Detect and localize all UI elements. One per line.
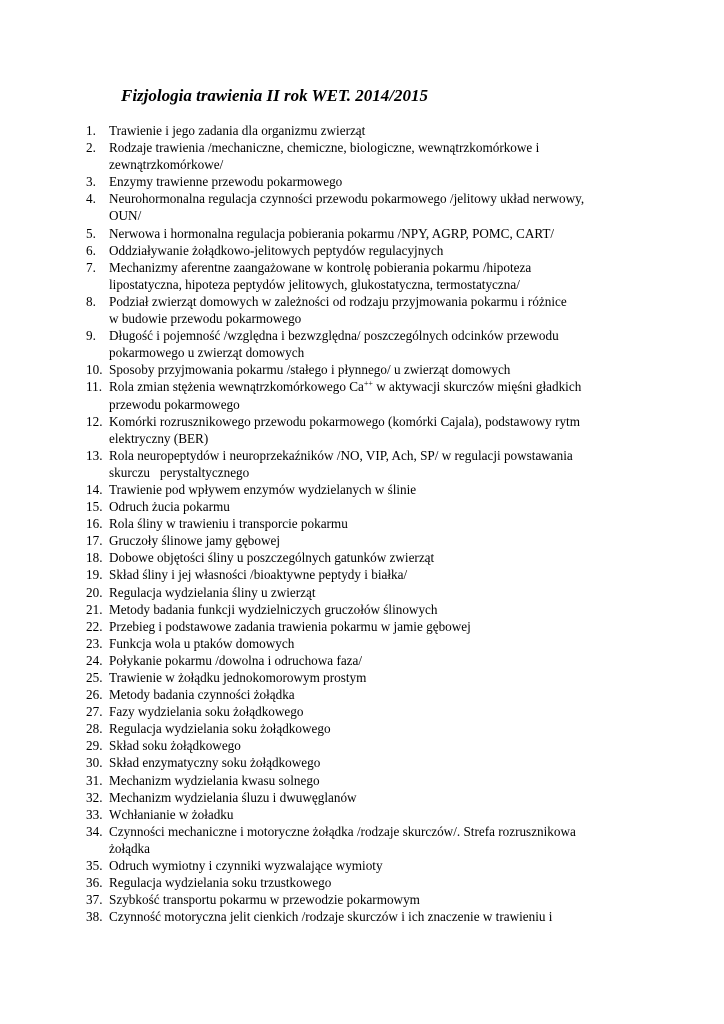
list-item-text-part: w aktywacji skurczów mięśni gładkich bbox=[372, 379, 582, 395]
list-item-text-line: Trawienie i jego zadania dla organizmu zwierząt bbox=[109, 123, 366, 138]
list-item bbox=[86, 720, 646, 737]
list-item-text bbox=[109, 447, 646, 481]
list-item-text-line: Regulacja wydzielania śliny u zwierząt bbox=[109, 584, 316, 600]
list-item-text-line: Wchłanianie w żoładku bbox=[109, 806, 234, 822]
list-item bbox=[86, 242, 646, 259]
list-item-text bbox=[109, 378, 646, 412]
list-item-text bbox=[109, 669, 646, 686]
list-item-text-line: Mechanizm wydzielania kwasu solnego bbox=[109, 772, 320, 788]
list-item-number: 17. bbox=[86, 533, 103, 549]
list-item bbox=[86, 549, 646, 566]
list-item-text bbox=[109, 703, 646, 720]
list-item-number: 28. bbox=[86, 721, 103, 737]
list-item-text-line: Czynność motoryczna jelit cienkich /rodzaje skurczów i ich znaczenie w trawieniu i bbox=[109, 909, 553, 925]
list-item-text-line: Skład śliny i jej własności /bioaktywne peptydy i białka/ bbox=[109, 567, 408, 583]
list-item-number: 11. bbox=[86, 379, 102, 395]
list-item-text-line: Komórki rozrusznikowego przewodu pokarmowego (komórki Cajala), podstawowy rytm bbox=[109, 413, 580, 429]
list-item-number: 29. bbox=[86, 738, 103, 754]
list-item-continuation: przewodu pokarmowego bbox=[109, 396, 240, 412]
list-item-text bbox=[109, 225, 646, 242]
list-item-text bbox=[109, 908, 646, 925]
list-item-text bbox=[109, 618, 646, 635]
list-item-number: 8. bbox=[86, 293, 96, 309]
list-item-continuation: OUN/ bbox=[109, 208, 142, 224]
superscript-charge: ++ bbox=[363, 379, 373, 389]
list-item-text-part: Rola zmian stężenia wewnątrzkomórkowego Ca bbox=[109, 379, 364, 395]
list-item-continuation: lipostatyczna, hipoteza peptydów jelitowych, glukostatyczna, termostatyczna/ bbox=[109, 276, 520, 292]
list-item-text-line: Trawienie pod wpływem enzymów wydzielanych w ślinie bbox=[109, 481, 417, 497]
list-item-number: 1. bbox=[86, 123, 96, 138]
list-item-continuation: skurczu perystaltycznego bbox=[109, 464, 250, 480]
list-item-number: 26. bbox=[86, 687, 103, 703]
list-item bbox=[86, 874, 646, 891]
list-item-text-line: Rola śliny w trawieniu i transporcie pokarmu bbox=[109, 516, 348, 532]
list-item-text-line: Połykanie pokarmu /dowolna i odruchowa faza/ bbox=[109, 652, 363, 668]
list-item-text-line: Szybkość transportu pokarmu w przewodzie pokarmowym bbox=[109, 892, 420, 908]
list-item bbox=[86, 908, 646, 925]
list-item bbox=[86, 635, 646, 652]
list-item-number: 12. bbox=[86, 413, 103, 429]
list-item bbox=[86, 772, 646, 789]
list-item-text bbox=[109, 635, 646, 652]
list-item-text bbox=[109, 498, 646, 515]
list-item bbox=[86, 481, 646, 498]
list-item-number: 30. bbox=[86, 755, 103, 771]
list-item-text bbox=[109, 259, 646, 293]
list-item-text bbox=[109, 686, 646, 703]
list-item-number: 21. bbox=[86, 601, 103, 617]
list-item bbox=[86, 566, 646, 583]
list-item-number: 20. bbox=[86, 584, 103, 600]
list-item-text-line: Mechanizm wydzielania śluzu i dwuwęglanów bbox=[109, 789, 357, 805]
list-item-number: 27. bbox=[86, 704, 103, 720]
list-item bbox=[86, 806, 646, 823]
list-item-number: 32. bbox=[86, 789, 103, 805]
list-item bbox=[86, 789, 646, 806]
list-item-text-line: Enzymy trawienne przewodu pokarmowego bbox=[109, 174, 343, 190]
list-item-text-line: Przebieg i podstawowe zadania trawienia pokarmu w jamie gębowej bbox=[109, 618, 471, 634]
list-item bbox=[86, 225, 646, 242]
list-item-text bbox=[109, 532, 646, 549]
list-item-number: 4. bbox=[86, 191, 96, 207]
list-item bbox=[86, 823, 646, 857]
list-item bbox=[86, 173, 646, 190]
list-item-text-line: Długość i pojemność /względna i bezwzględna/ poszczególnych odcinków przewodu bbox=[109, 328, 559, 344]
list-item bbox=[86, 652, 646, 669]
list-item-number: 31. bbox=[86, 772, 103, 788]
list-item-text bbox=[109, 754, 646, 771]
list-item-text bbox=[109, 720, 646, 737]
list-item-number: 10. bbox=[86, 362, 103, 378]
list-item bbox=[86, 378, 646, 412]
list-item-number: 23. bbox=[86, 635, 103, 651]
list-item-continuation: żołądka bbox=[109, 840, 151, 856]
list-item-text bbox=[109, 190, 646, 224]
list-item-text bbox=[109, 549, 646, 566]
list-item-text bbox=[109, 806, 646, 823]
list-item bbox=[86, 584, 646, 601]
list-item-number: 15. bbox=[86, 499, 103, 515]
list-item-text-line: Mechanizmy aferentne zaangażowane w kontrolę pobierania pokarmu /hipoteza bbox=[109, 259, 532, 275]
list-item-text bbox=[109, 772, 646, 789]
list-item bbox=[86, 122, 646, 139]
list-item-text bbox=[109, 293, 646, 327]
list-item-text-line: Odruch wymiotny i czynniki wyzwalające wymioty bbox=[109, 858, 383, 874]
list-item-continuation: elektryczny (BER) bbox=[109, 430, 209, 446]
list-item-number: 33. bbox=[86, 806, 103, 822]
list-item-number: 14. bbox=[86, 481, 103, 497]
list-item bbox=[86, 327, 646, 361]
list-item-text-line: Rola neuropeptydów i neuroprzekaźników /NO, VIP, Ach, SP/ w regulacji powstawania bbox=[109, 447, 573, 463]
list-item-text bbox=[109, 891, 646, 908]
list-item-number: 5. bbox=[86, 225, 96, 241]
list-item-text-line: Rodzaje trawienia /mechaniczne, chemiczne, biologiczne, wewnątrzkomórkowe i bbox=[109, 140, 540, 156]
list-item-continuation: pokarmowego u zwierząt domowych bbox=[109, 345, 305, 361]
list-item-number: 24. bbox=[86, 652, 103, 668]
list-item-number: 6. bbox=[86, 242, 96, 258]
list-item-text bbox=[109, 601, 646, 618]
list-item-text bbox=[109, 515, 646, 532]
list-item-text-line: Fazy wydzielania soku żołądkowego bbox=[109, 704, 304, 720]
list-item-text-line: Gruczoły ślinowe jamy gębowej bbox=[109, 533, 281, 549]
list-item-text bbox=[109, 566, 646, 583]
list-item-number: 16. bbox=[86, 516, 103, 532]
list-item-text bbox=[109, 874, 646, 891]
list-item bbox=[86, 601, 646, 618]
list-item-number: 2. bbox=[86, 140, 96, 156]
document-title: Fizjologia trawienia II rok WET. 2014/2015 bbox=[121, 86, 429, 105]
list-item bbox=[86, 190, 646, 224]
list-item-number: 37. bbox=[86, 892, 103, 908]
list-item-text bbox=[109, 857, 646, 874]
list-item-number: 25. bbox=[86, 670, 103, 685]
list-item-number: 22. bbox=[86, 618, 103, 634]
list-item bbox=[86, 413, 646, 447]
list-item-text-line: Czynności mechaniczne i motoryczne żołądka /rodzaje skurczów/. Strefa rozrusznikowa bbox=[109, 823, 576, 839]
list-item-number: 9. bbox=[86, 328, 96, 344]
list-item-text-line: Dobowe objętości śliny u poszczególnych gatunków zwierząt bbox=[109, 550, 435, 566]
list-item-number: 36. bbox=[86, 875, 103, 891]
list-item-number: 34. bbox=[86, 823, 103, 839]
list-item-text-line: Odruch żucia pokarmu bbox=[109, 499, 230, 515]
list-item bbox=[86, 686, 646, 703]
list-item-text-line: Neurohormonalna regulacja czynności przewodu pokarmowego /jelitowy układ nerwowy, bbox=[109, 191, 585, 207]
list-item-number: 19. bbox=[86, 567, 103, 583]
list-item-text bbox=[109, 413, 646, 447]
list-item-text-line: Metody badania czynności żołądka bbox=[109, 687, 295, 703]
numbered-topic-list bbox=[86, 122, 646, 925]
list-item-text-line: Nerwowa i hormonalna regulacja pobierania pokarmu /NPY, AGRP, POMC, CART/ bbox=[109, 225, 555, 241]
list-item-number: 35. bbox=[86, 858, 103, 874]
list-item bbox=[86, 293, 646, 327]
list-item-text bbox=[109, 481, 646, 498]
list-item-number: 18. bbox=[86, 550, 103, 566]
list-item-number: 38. bbox=[86, 909, 103, 925]
list-item bbox=[86, 737, 646, 754]
list-item-continuation: zewnątrzkomórkowe/ bbox=[109, 157, 224, 173]
list-item bbox=[86, 498, 646, 515]
list-item bbox=[86, 857, 646, 874]
list-item bbox=[86, 361, 646, 378]
list-item bbox=[86, 139, 646, 173]
list-item-number: 13. bbox=[86, 447, 103, 463]
list-item bbox=[86, 669, 646, 686]
list-item-text bbox=[109, 139, 646, 173]
list-item-text bbox=[109, 173, 646, 190]
list-item bbox=[86, 259, 646, 293]
list-item-text-line: Sposoby przyjmowania pokarmu /stałego i płynnego/ u zwierząt domowych bbox=[109, 362, 511, 378]
list-item-text-line: Regulacja wydzielania soku trzustkowego bbox=[109, 875, 332, 891]
list-item-continuation: w budowie przewodu pokarmowego bbox=[109, 311, 302, 327]
list-item-text-line: Funkcja wola u ptaków domowych bbox=[109, 635, 295, 651]
list-item-text-line: Regulacja wydzielania soku żołądkowego bbox=[109, 721, 331, 737]
list-item bbox=[86, 515, 646, 532]
list-item bbox=[86, 618, 646, 635]
list-item-text-line: Oddziaływanie żołądkowo-jelitowych peptydów regulacyjnych bbox=[109, 242, 444, 258]
list-item-text-line: Metody badania funkcji wydzielniczych gruczołów ślinowych bbox=[109, 601, 438, 617]
list-item-number: 3. bbox=[86, 174, 96, 190]
list-item bbox=[86, 447, 646, 481]
list-item-text bbox=[109, 327, 646, 361]
list-item-text bbox=[109, 361, 646, 378]
list-item-text bbox=[109, 122, 646, 139]
list-item-text bbox=[109, 242, 646, 259]
list-item-text bbox=[109, 823, 646, 857]
list-item bbox=[86, 532, 646, 549]
list-item-text-line: Trawienie w żołądku jednokomorowym prostym bbox=[109, 670, 367, 685]
list-item-text-line: Skład soku żołądkowego bbox=[109, 738, 241, 754]
list-item bbox=[86, 891, 646, 908]
list-item-text bbox=[109, 652, 646, 669]
list-item-text-line: Podział zwierząt domowych w zależności od rodzaju przyjmowania pokarmu i różnice bbox=[109, 293, 567, 309]
list-item-text bbox=[109, 584, 646, 601]
list-item-text bbox=[109, 789, 646, 806]
list-item-text bbox=[109, 737, 646, 754]
list-item bbox=[86, 754, 646, 771]
list-item-number: 7. bbox=[86, 259, 96, 275]
list-item-text-line: Skład enzymatyczny soku żołądkowego bbox=[109, 755, 321, 771]
list-item bbox=[86, 703, 646, 720]
